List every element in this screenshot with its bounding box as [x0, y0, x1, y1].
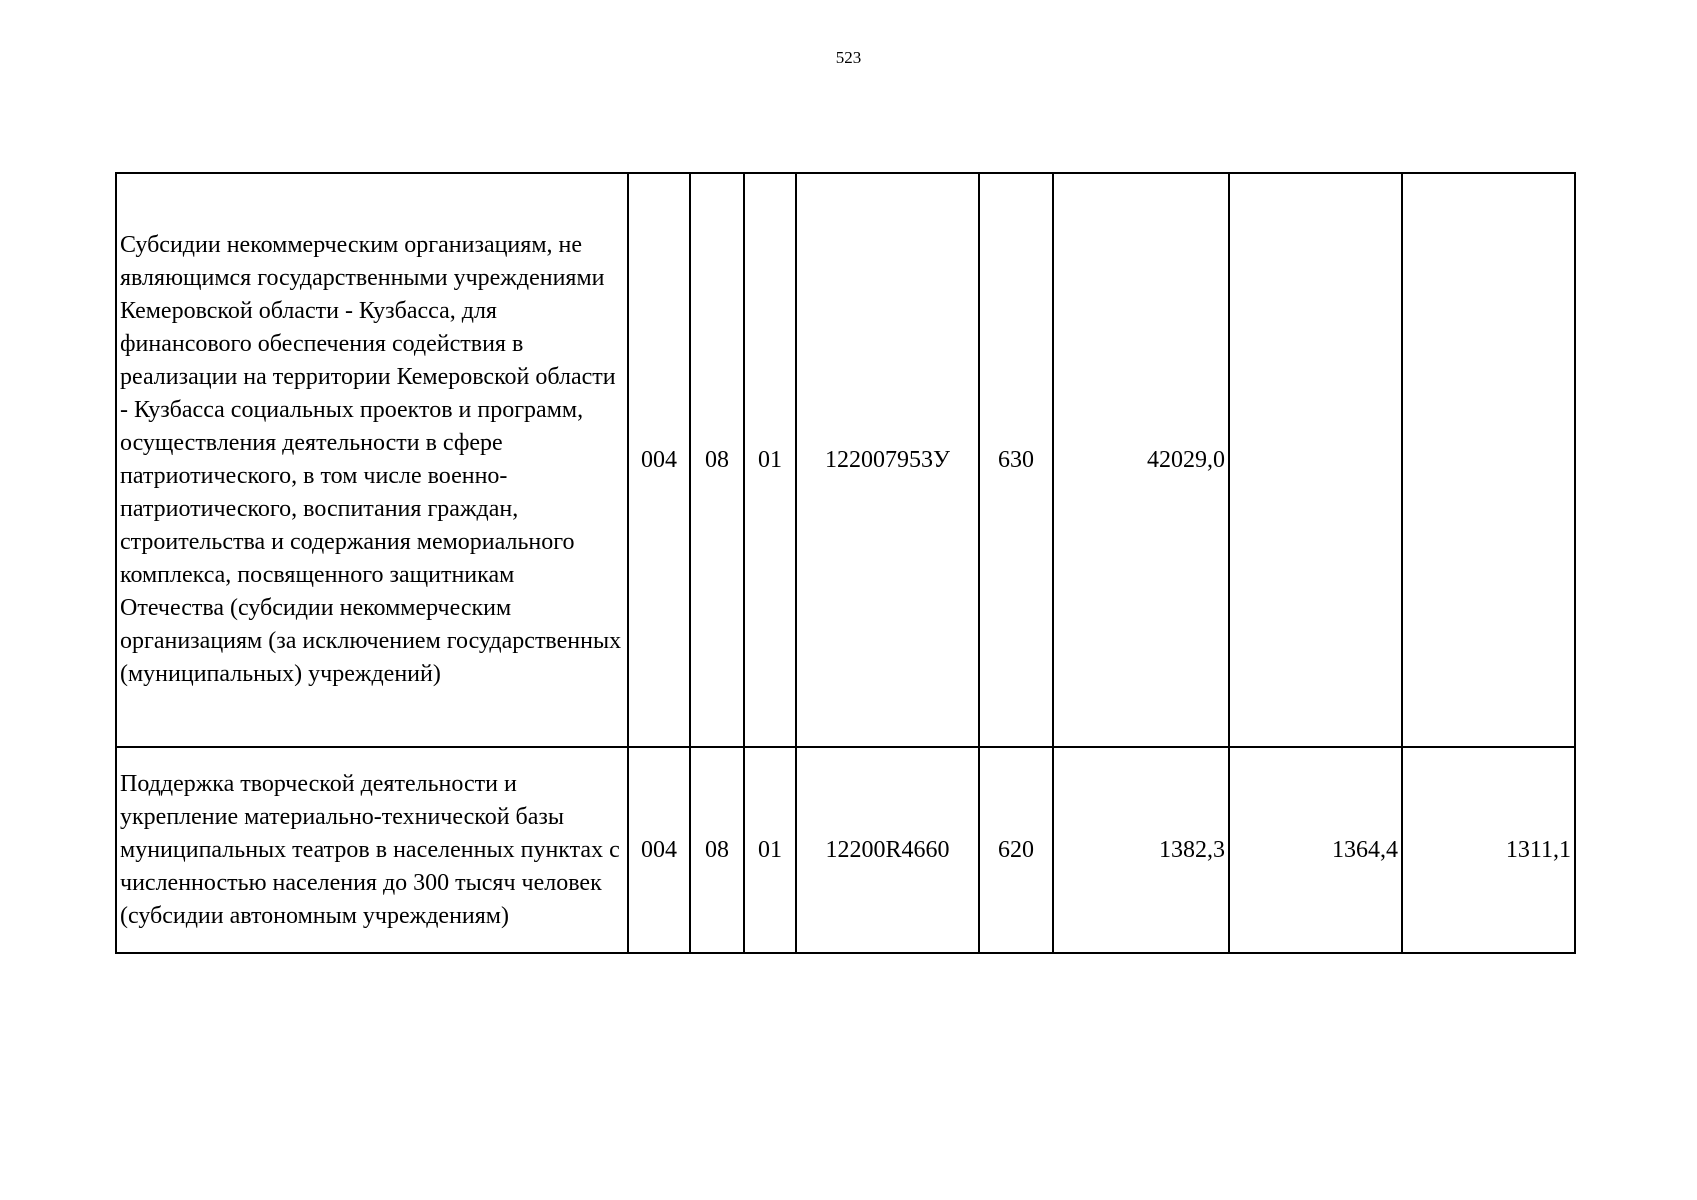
ministry-code: 004	[628, 173, 690, 747]
section-code: 08	[690, 173, 744, 747]
table-row	[116, 173, 1575, 747]
target-article-code: 122007953У	[796, 173, 979, 747]
target-article-code: 12200R4660	[796, 747, 979, 953]
amount-year-1: 1382,3	[1053, 747, 1229, 953]
expense-type-code: 620	[979, 747, 1053, 953]
amount-year-1: 42029,0	[1053, 173, 1229, 747]
section-code: 08	[690, 747, 744, 953]
amount-year-3: 1311,1	[1402, 747, 1575, 953]
row-description: Субсидии некоммерческим организациям, не являющимся государственными учреждениями Кемеровской области - Кузбасса, для финансового обеспечения содействия в реализации на территории Кемеровской области - Кузбасса социальных проектов и программ, осуществления деятельности в сфере патриотического, в том числе военно-патриотического, воспитания граждан, строительства и содержания мемориального комплекса, посвященного защитникам Отечества (субсидии некоммерческим организациям (за исключением государственных (муниципальных) учреждений)	[116, 173, 628, 747]
row-description: Поддержка творческой деятельности и укрепление материально-технической базы муниципальных театров в населенных пунктах с численностью населения до 300 тысяч человек (субсидии автономным учреждениям)	[116, 747, 628, 953]
table-row	[116, 747, 1575, 953]
subsection-code: 01	[744, 747, 796, 953]
amount-year-2: 1364,4	[1229, 747, 1402, 953]
amount-year-2	[1229, 173, 1402, 747]
ministry-code: 004	[628, 747, 690, 953]
amount-year-3	[1402, 173, 1575, 747]
expense-type-code: 630	[979, 173, 1053, 747]
page-number: 523	[835, 48, 862, 67]
budget-table	[115, 172, 1576, 954]
subsection-code: 01	[744, 173, 796, 747]
